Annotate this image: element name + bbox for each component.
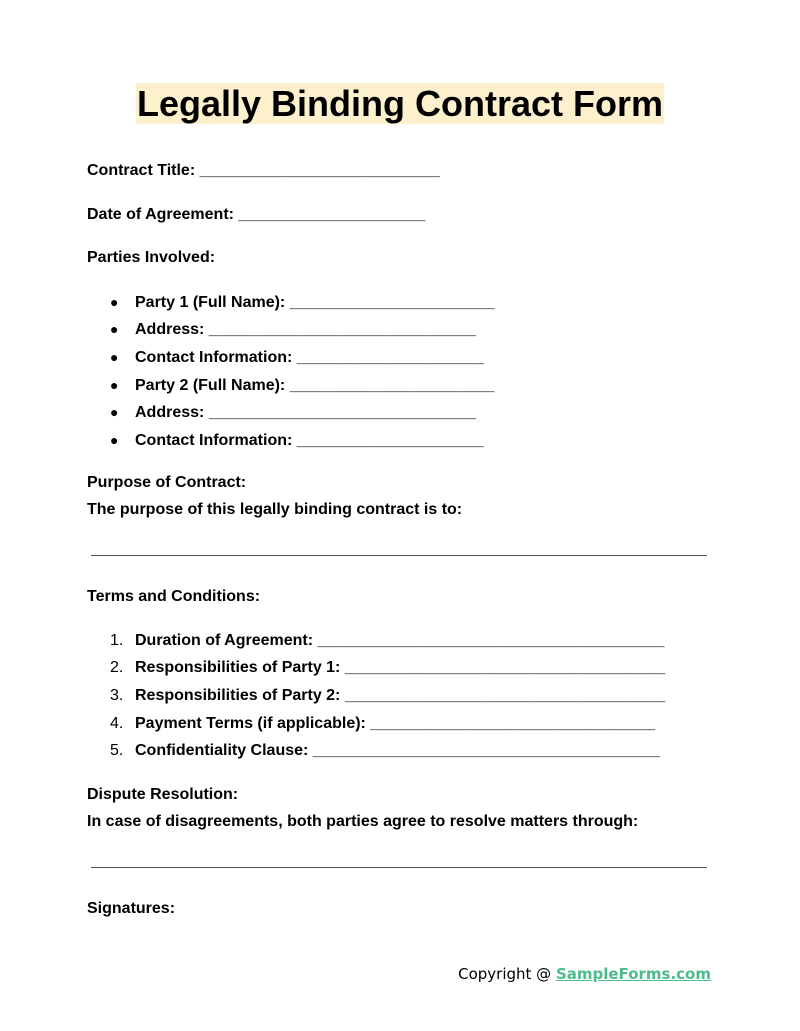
list-item (110, 319, 476, 340)
party1-name-field: Party 1 (Full Name): _______________________ (135, 294, 495, 311)
list-number: 2. (110, 659, 124, 676)
party1-address-field: Address: ______________________________ (135, 321, 476, 338)
list-item (110, 686, 665, 706)
list-number: 1. (110, 632, 124, 649)
list-number: 3. (110, 687, 124, 704)
contract-title-field: Contract Title: ___________________________ (87, 162, 440, 179)
bullet-icon: ● (110, 377, 119, 393)
list-item (110, 631, 665, 651)
bullet-icon: ● (110, 349, 119, 365)
signatures-heading: Signatures: (87, 900, 176, 917)
title-wrap (0, 83, 800, 124)
list-item (110, 292, 494, 313)
list-item (110, 402, 476, 423)
footer-copyright (458, 964, 711, 984)
copyright-text: Copyright @ (458, 965, 556, 983)
list-item (110, 347, 484, 368)
dispute-heading: Dispute Resolution: (87, 786, 239, 803)
term-confidentiality-field: Confidentiality Clause: _______________________________________ (135, 742, 660, 759)
list-number: 5. (110, 742, 124, 759)
bullet-icon: ● (110, 294, 119, 310)
term-party2-responsibilities-field: Responsibilities of Party 2: ____________________________________ (135, 687, 666, 704)
purpose-fill-line (91, 555, 707, 556)
page-title: Legally Binding Contract Form (136, 83, 664, 124)
list-item (110, 430, 484, 451)
list-item (110, 658, 665, 678)
parties-heading: Parties Involved: (87, 249, 216, 266)
list-item (110, 741, 660, 761)
term-duration-field: Duration of Agreement: _______________________________________ (135, 632, 665, 649)
dispute-text: In case of disagreements, both parties agree to resolve matters through: (87, 813, 639, 830)
party1-contact-field: Contact Information: _____________________ (135, 349, 484, 366)
term-payment-field: Payment Terms (if applicable): ________________________________ (135, 715, 656, 732)
purpose-heading: Purpose of Contract: (87, 474, 247, 491)
purpose-text: The purpose of this legally binding contract is to: (87, 501, 463, 518)
terms-heading: Terms and Conditions: (87, 588, 261, 605)
date-of-agreement-field: Date of Agreement: _____________________ (87, 206, 426, 223)
list-number: 4. (110, 715, 124, 732)
bullet-icon: ● (110, 404, 119, 420)
term-party1-responsibilities-field: Responsibilities of Party 1: ____________________________________ (135, 659, 666, 676)
bullet-icon: ● (110, 321, 119, 337)
party2-name-field: Party 2 (Full Name): _______________________ (135, 377, 495, 394)
list-item (110, 714, 655, 734)
list-item (110, 375, 494, 396)
brand-link[interactable]: SampleForms.com (555, 965, 711, 983)
dispute-fill-line (91, 867, 707, 868)
bullet-icon: ● (110, 432, 119, 448)
party2-contact-field: Contact Information: _____________________ (135, 432, 484, 449)
party2-address-field: Address: ______________________________ (135, 404, 476, 421)
